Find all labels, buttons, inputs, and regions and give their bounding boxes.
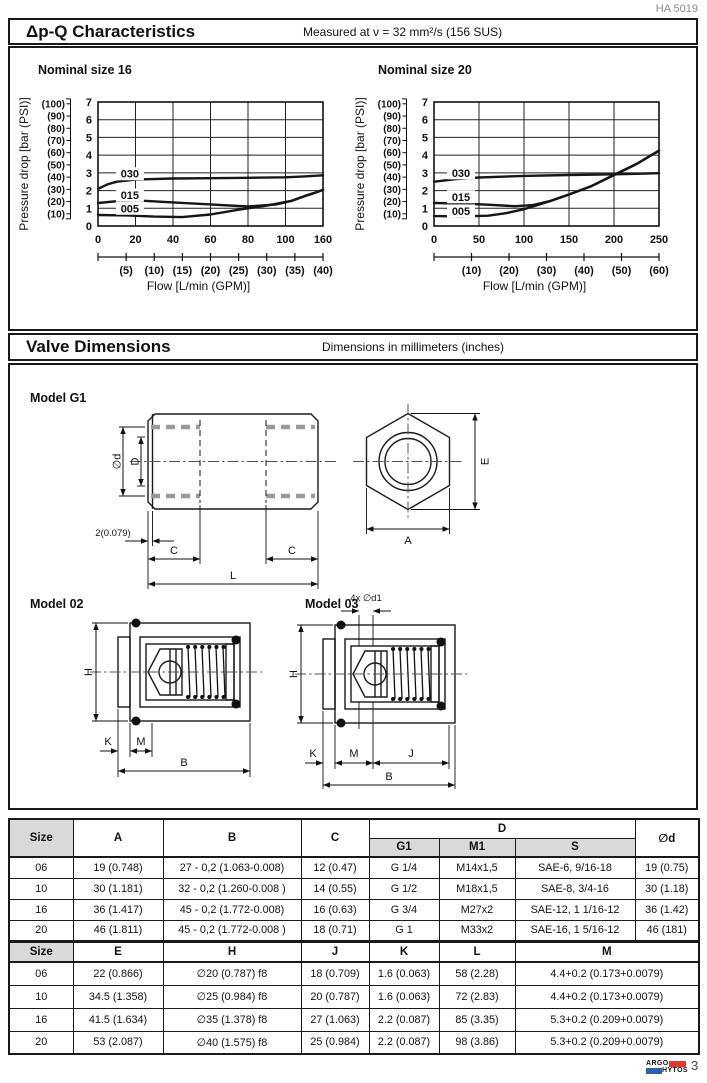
chart-title-size20: Nominal size 20 (378, 63, 472, 77)
svg-text:(10): (10) (461, 265, 482, 277)
table-cell: 1.6 (0.063) (369, 985, 439, 1008)
svg-text:4: 4 (85, 150, 92, 163)
svg-text:2: 2 (421, 185, 428, 198)
column-header: G1 (369, 838, 439, 857)
svg-text:(10): (10) (47, 209, 65, 221)
svg-text:(30): (30) (256, 265, 277, 277)
svg-text:(10): (10) (383, 209, 401, 221)
svg-text:(90): (90) (383, 111, 401, 123)
table-cell: 27 (1.063) (301, 1008, 369, 1031)
table-cell: SAE-6, 9/16-18 (515, 857, 635, 878)
table-cell: SAE-8, 3/4-16 (515, 878, 635, 899)
svg-text:(50): (50) (611, 265, 632, 277)
dim-label-h: H (83, 668, 95, 676)
dim-label-m: M (349, 748, 359, 760)
table-cell: M27x2 (439, 899, 515, 920)
svg-text:(60): (60) (383, 148, 401, 160)
table-cell: ∅35 (1.378) f8 (163, 1008, 301, 1031)
dimensions-note: Dimensions in millimeters (inches) (322, 340, 505, 354)
table-cell: 45 - 0,2 (1.772-0.008) (163, 899, 301, 920)
table-cell: ∅40 (1.575) f8 (163, 1031, 301, 1054)
svg-text:Flow [L/min (GPM)]: Flow [L/min (GPM)] (146, 279, 251, 293)
table-cell: 27 - 0,2 (1.063-0.008) (163, 857, 301, 878)
svg-text:(80): (80) (47, 123, 65, 135)
svg-text:Flow [L/min (GPM)]: Flow [L/min (GPM)] (482, 279, 587, 293)
svg-text:0: 0 (94, 234, 102, 246)
column-header: H (163, 942, 301, 962)
table-cell: 18 (0.71) (301, 920, 369, 941)
table-cell: 36 (1.42) (635, 899, 699, 920)
argo-hytos-logo (646, 1060, 688, 1074)
chart-size20 (352, 92, 682, 300)
svg-text:7: 7 (85, 97, 92, 109)
column-header: C (301, 819, 369, 857)
table-cell: 20 (9, 920, 73, 941)
svg-text:030: 030 (451, 167, 471, 180)
svg-text:(25): (25) (228, 265, 249, 277)
dim-label-od: ∅d (111, 453, 124, 470)
table-cell: 53 (2.087) (73, 1031, 163, 1054)
table-row (9, 878, 699, 899)
column-header: S (515, 838, 635, 857)
svg-text:(30): (30) (383, 184, 401, 196)
table-cell: G 1/4 (369, 857, 439, 878)
svg-text:0: 0 (430, 234, 438, 246)
table-cell: 5.3+0.2 (0.209+0.0079) (515, 1008, 699, 1031)
svg-text:(80): (80) (383, 123, 401, 135)
svg-text:50: 50 (472, 234, 486, 246)
table-row (9, 985, 699, 1008)
table-cell: 10 (9, 878, 73, 899)
svg-text:250: 250 (649, 234, 669, 246)
table-cell: 06 (9, 962, 73, 985)
svg-text:015: 015 (451, 191, 471, 204)
svg-text:100: 100 (276, 234, 295, 246)
logo-text-hytos: HYTOS (662, 1067, 688, 1074)
oring-top (337, 621, 346, 630)
table-row (9, 857, 699, 878)
svg-text:(10): (10) (144, 265, 165, 277)
measurement-note: Measured at ν = 32 mm²/s (156 SUS) (303, 24, 503, 39)
svg-text:015: 015 (120, 190, 140, 202)
table-cell: ∅20 (0.787) f8 (163, 962, 301, 985)
svg-text:5: 5 (85, 132, 92, 145)
dim-label-c-right: C (288, 545, 296, 557)
svg-text:0: 0 (85, 221, 92, 233)
table-row (9, 1008, 699, 1031)
svg-text:3: 3 (85, 167, 92, 180)
dim-label-c-left: C (170, 545, 178, 557)
table-cell: 32 - 0,2 (1.260-0.008 ) (163, 878, 301, 899)
svg-text:3: 3 (421, 167, 428, 180)
svg-text:(20): (20) (47, 197, 65, 209)
model-03-title: Model 03 (305, 597, 359, 611)
table-cell: 1.6 (0.063) (369, 962, 439, 985)
svg-text:6: 6 (421, 114, 428, 127)
svg-text:(40): (40) (47, 172, 65, 184)
svg-text:(40): (40) (313, 265, 333, 277)
table-cell: 12 (0.47) (301, 857, 369, 878)
table-cell: 2.2 (0.087) (369, 1008, 439, 1031)
table-cell: G 3/4 (369, 899, 439, 920)
svg-text:(20): (20) (383, 197, 401, 209)
section-header-dimensions (8, 333, 698, 361)
table-cell: 85 (3.35) (439, 1008, 515, 1031)
chart-title-size16: Nominal size 16 (38, 63, 132, 77)
model-g1-drawing (25, 404, 495, 604)
table-cell: 14 (0.55) (301, 878, 369, 899)
svg-text:(60): (60) (649, 265, 669, 277)
svg-text:200: 200 (604, 234, 624, 246)
svg-text:Pressure drop [bar (PSI)]: Pressure drop [bar (PSI)] (17, 97, 31, 231)
section-title-dimensions: Valve Dimensions (26, 337, 171, 356)
section-title-dpq: Δp-Q Characteristics (26, 21, 196, 41)
dim-label-l: L (229, 570, 237, 582)
dim-label-b: B (385, 771, 393, 783)
column-header: A (73, 819, 163, 857)
svg-text:1: 1 (85, 203, 92, 216)
table-cell: 10 (9, 985, 73, 1008)
svg-text:6: 6 (85, 114, 92, 127)
column-header: Size (9, 819, 73, 857)
table-cell: 98 (3.86) (439, 1031, 515, 1054)
svg-text:2: 2 (85, 185, 92, 198)
svg-text:(20): (20) (499, 265, 519, 277)
dim-label-holes: 4x ∅d1 (350, 593, 382, 604)
svg-text:40: 40 (166, 234, 180, 246)
table-cell: SAE-12, 1 1/16-12 (515, 899, 635, 920)
column-header: ∅d (635, 819, 699, 857)
doc-code: HA 5019 (655, 3, 698, 15)
svg-text:(20): (20) (200, 265, 221, 277)
svg-text:(30): (30) (47, 184, 65, 196)
table-cell: ∅25 (0.984) f8 (163, 985, 301, 1008)
table-cell: 16 (0.63) (301, 899, 369, 920)
table-cell: 18 (0.709) (301, 962, 369, 985)
svg-text:(5): (5) (119, 265, 133, 277)
column-header: B (163, 819, 301, 857)
table-row (9, 1031, 699, 1054)
chart-size16 (16, 92, 346, 300)
svg-text:0: 0 (421, 221, 428, 233)
svg-text:005: 005 (451, 205, 471, 218)
column-header: L (439, 942, 515, 962)
dim-label-j: J (408, 748, 414, 760)
table-cell: M33x2 (439, 920, 515, 941)
table-cell: M18x1,5 (439, 878, 515, 899)
svg-text:(70): (70) (383, 135, 401, 147)
table-cell: 46 (1.811) (73, 920, 163, 941)
svg-text:(40): (40) (574, 265, 594, 277)
dim-label-d: D (129, 457, 142, 466)
table-cell: 2.2 (0.087) (369, 1031, 439, 1054)
svg-text:(100): (100) (377, 99, 401, 111)
oring-top (132, 619, 141, 628)
table-cell: 72 (2.83) (439, 985, 515, 1008)
logo-text-argo: ARGO (646, 1060, 669, 1067)
table-cell: 19 (0.75) (635, 857, 699, 878)
table-cell: 20 (9, 1031, 73, 1054)
table-cell: 06 (9, 857, 73, 878)
table-cell: SAE-16, 1 5/16-12 (515, 920, 635, 941)
column-header: E (73, 942, 163, 962)
table-cell: G 1/2 (369, 878, 439, 899)
dimension-tables (8, 818, 698, 1055)
table-cell: 4.4+0.2 (0.173+0.0079) (515, 985, 699, 1008)
svg-text:7: 7 (421, 97, 428, 109)
table-cell: 5.3+0.2 (0.209+0.0079) (515, 1031, 699, 1054)
svg-text:(60): (60) (47, 148, 65, 160)
svg-text:005: 005 (120, 203, 140, 216)
table-cell: 46 (181) (635, 920, 699, 941)
column-header: M1 (439, 838, 515, 857)
svg-text:(35): (35) (285, 265, 305, 277)
svg-text:160: 160 (313, 234, 333, 246)
svg-text:(15): (15) (172, 265, 193, 277)
oring-bottom (132, 717, 141, 726)
dimension-table-2 (8, 941, 700, 1055)
svg-text:(30): (30) (536, 265, 557, 277)
svg-text:(40): (40) (383, 172, 401, 184)
dim-label-a: A (404, 535, 412, 547)
oring-bottom (337, 719, 346, 728)
svg-text:(100): (100) (41, 99, 65, 111)
svg-text:(50): (50) (47, 160, 65, 172)
dimension-table-1 (8, 818, 700, 942)
svg-text:150: 150 (559, 234, 579, 246)
table-cell: M14x1,5 (439, 857, 515, 878)
svg-text:60: 60 (204, 234, 217, 246)
logo-blue-block (646, 1068, 662, 1074)
dim-label-k: K (309, 748, 317, 760)
svg-text:5: 5 (421, 132, 428, 145)
svg-text:100: 100 (514, 234, 534, 246)
table-cell: G 1 (369, 920, 439, 941)
dim-label-e: E (479, 457, 492, 466)
svg-text:1: 1 (421, 203, 428, 216)
model-02-title: Model 02 (30, 597, 84, 611)
svg-text:(90): (90) (47, 111, 65, 123)
table-row (9, 899, 699, 920)
svg-text:20: 20 (129, 234, 142, 246)
dim-label-2mm: 2(0.079) (95, 528, 131, 539)
column-header: Size (9, 942, 73, 962)
model-g1-title: Model G1 (30, 391, 87, 405)
dim-label-h: H (288, 670, 300, 678)
dim-label-b: B (180, 757, 188, 769)
svg-text:80: 80 (241, 234, 255, 246)
logo-red-block (669, 1061, 686, 1067)
svg-text:030: 030 (120, 168, 140, 181)
table-cell: 16 (9, 1008, 73, 1031)
page-number: 3 (691, 1058, 699, 1073)
table-cell: 19 (0.748) (73, 857, 163, 878)
model-03-drawing (285, 589, 500, 799)
table-cell: 41.5 (1.634) (73, 1008, 163, 1031)
svg-text:4: 4 (421, 150, 428, 163)
dim-label-k: K (104, 736, 112, 748)
table-cell: 25 (0.984) (301, 1031, 369, 1054)
table-cell: 30 (1.18) (635, 878, 699, 899)
column-header: J (301, 942, 369, 962)
section-header-dpq (8, 18, 698, 45)
column-header: M (515, 942, 699, 962)
svg-text:Pressure drop [bar (PSI)]: Pressure drop [bar (PSI)] (353, 97, 367, 231)
dim-label-m: M (136, 736, 146, 748)
table-row (9, 920, 699, 941)
table-row (9, 962, 699, 985)
model-02-drawing (80, 609, 272, 784)
svg-text:(70): (70) (47, 135, 65, 147)
table-cell: 45 - 0,2 (1.772-0.008 ) (163, 920, 301, 941)
table-cell: 36 (1.417) (73, 899, 163, 920)
table-cell: 34.5 (1.358) (73, 985, 163, 1008)
table-cell: 20 (0.787) (301, 985, 369, 1008)
svg-text:(50): (50) (383, 160, 401, 172)
column-header: K (369, 942, 439, 962)
table-cell: 22 (0.866) (73, 962, 163, 985)
table-cell: 16 (9, 899, 73, 920)
column-header: D (369, 819, 635, 838)
table-cell: 30 (1.181) (73, 878, 163, 899)
table-cell: 58 (2.28) (439, 962, 515, 985)
table-cell: 4.4+0.2 (0.173+0.0079) (515, 962, 699, 985)
